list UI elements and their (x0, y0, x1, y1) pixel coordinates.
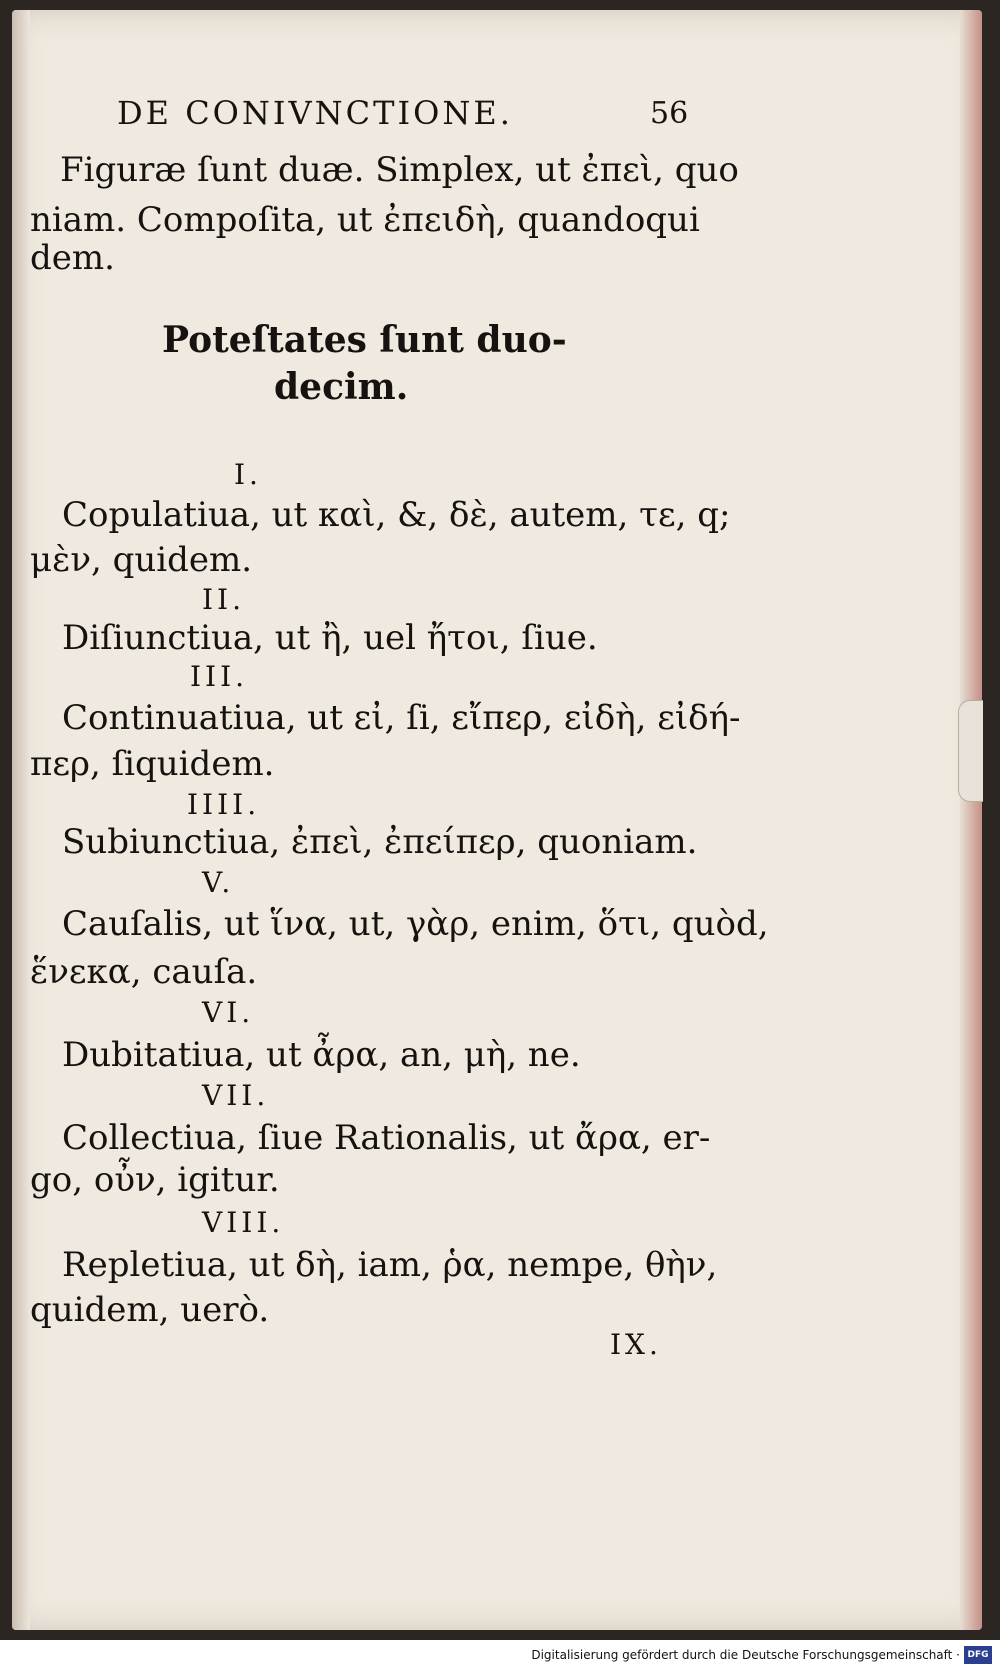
footer-bar (0, 1640, 1000, 1673)
dfg-logo: DFG (964, 1646, 992, 1664)
page-edge (960, 10, 982, 1630)
item-line: περ, ſiquidem. (30, 744, 275, 784)
item-line: Dubitatiua, ut ἆρα, an, μὴ, ne. (62, 1035, 581, 1075)
page-tab-marker (958, 700, 983, 802)
section-title-line-1: Poteſtates ſunt duo- (162, 319, 567, 361)
item-numeral: IIII. (187, 788, 261, 821)
item-line: Cauſalis, ut ἵνα, ut, γὰρ, enim, ὅτι, quòd, (62, 904, 769, 944)
item-line: quidem, uerò. (30, 1290, 270, 1330)
intro-line-1: Figuræ ſunt duæ. Simplex, ut ἐπεὶ, quo (60, 150, 739, 190)
item-numeral: V. (202, 866, 235, 899)
item-numeral: III. (190, 660, 249, 693)
item-line: Diſiunctiua, ut ἢ, uel ἤτοι, ſiue. (62, 618, 598, 658)
book-page (12, 10, 982, 1630)
running-title: DE CONIVNCTIONE. (117, 94, 513, 132)
item-line: go, οὖν, igitur. (30, 1160, 280, 1200)
page-gutter (12, 10, 30, 1630)
item-line: Copulatiua, ut καὶ, &, δὲ, autem, τε, q; (62, 495, 731, 535)
item-numeral: II. (202, 583, 246, 616)
item-line: Collectiua, ſiue Rationalis, ut ἄρα, er- (62, 1118, 711, 1158)
catchword: IX. (610, 1328, 662, 1361)
item-line: μὲν, quidem. (30, 540, 253, 580)
item-numeral: VII. (202, 1079, 270, 1112)
item-line: Subiunctiua, ἐπεὶ, ἐπείπερ, quoniam. (62, 822, 698, 862)
footer-credit: Digitalisierung gefördert durch die Deutsche Forschungsgemeinschaft · (531, 1648, 960, 1662)
page-number: 56 (650, 96, 689, 131)
item-line: Repletiua, ut δὴ, iam, ῥα, nempe, θὴν, (62, 1245, 718, 1285)
item-numeral: I. (234, 458, 262, 491)
item-line: ἕνεκα, cauſa. (30, 952, 258, 992)
intro-line-3: dem. (30, 238, 115, 278)
item-numeral: VI. (202, 996, 255, 1029)
item-line: Continuatiua, ut εἰ, ſi, εἴπερ, εἰδὴ, εἰδή- (62, 698, 741, 738)
item-numeral: VIII. (202, 1206, 285, 1239)
intro-line-2: niam. Compoſita, ut ἐπειδὴ, quandoqui (30, 200, 700, 240)
section-title-line-2: decim. (274, 366, 409, 408)
